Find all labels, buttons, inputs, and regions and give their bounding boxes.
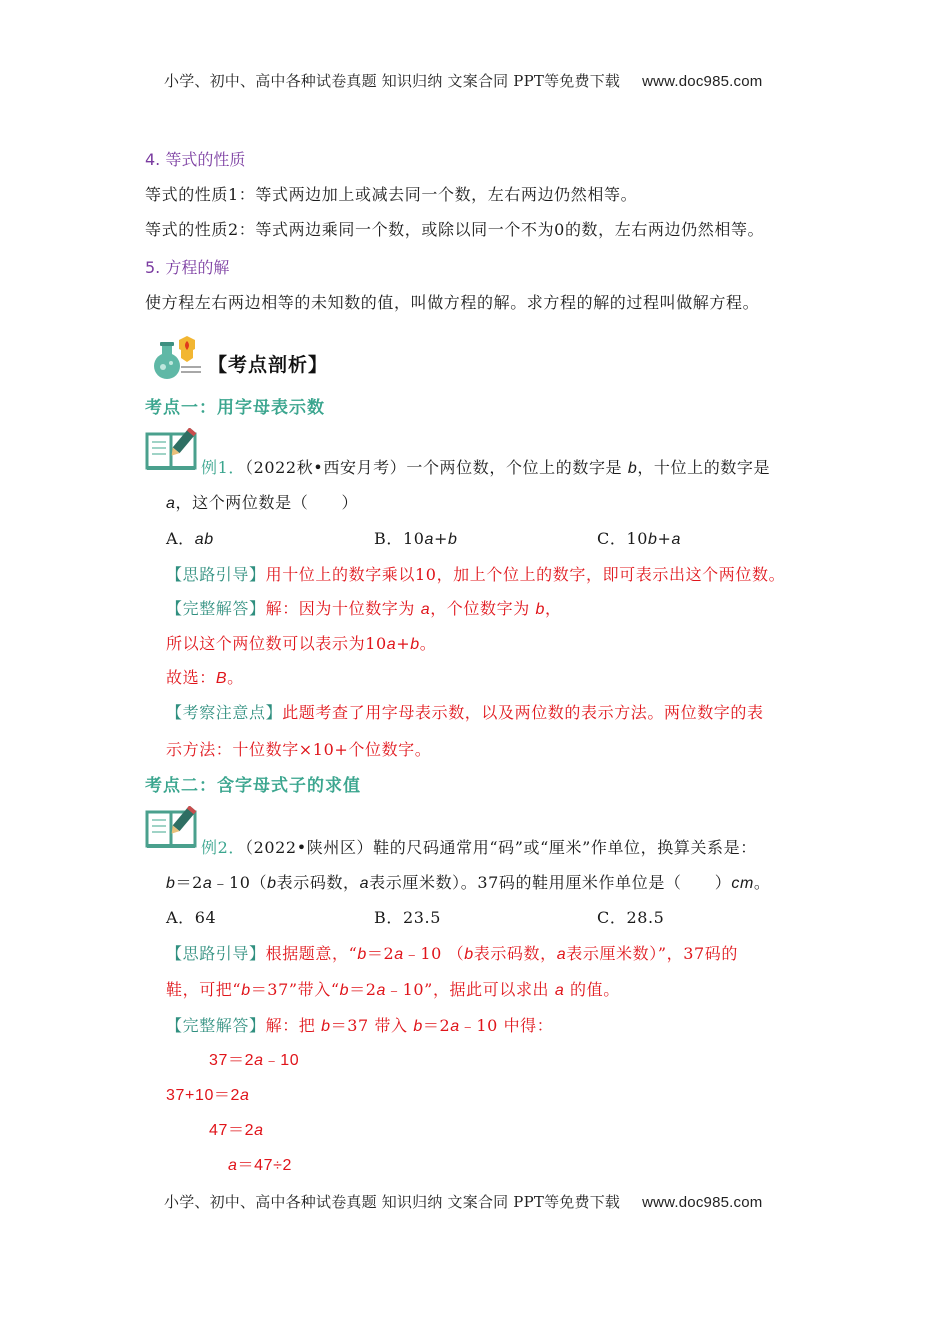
- keypoint-1-title: 考点一：用字母表示数: [145, 398, 325, 418]
- example-1-label: 例1．: [201, 458, 245, 477]
- section-4-line-1: 等式的性质1：等式两边加上或减去同一个数，左右两边仍然相等。: [145, 185, 638, 204]
- flask-icon: [147, 334, 205, 380]
- section-4-heading: 4. 等式的性质: [145, 150, 246, 169]
- example-1-answer-line-1: 【完整解答】解：因为十位数字为 a，个位数字为 b，: [166, 599, 562, 618]
- header-url[interactable]: www.doc985.com: [642, 73, 763, 90]
- example-2-label: 例2．: [201, 838, 245, 857]
- notebook-pencil-icon: [145, 428, 201, 472]
- footer-url[interactable]: www.doc985.com: [642, 1194, 763, 1211]
- example-1-hint: 【思路引导】用十位上的数字乘以10，加上个位上的数字，即可表示出这个两位数。: [166, 565, 786, 584]
- example-1-question-line-1: 例1．（2022秋•西安月考）一个两位数，个位上的数字是 b，十位上的数字是: [201, 458, 771, 477]
- footer-text: 小学、初中、高中各种试卷真题 知识归纳 文案合同 PPT等免费下载: [164, 1193, 621, 1211]
- equation-step-2: 37+10＝2a: [166, 1087, 250, 1104]
- example-1-note-line-1: 【考察注意点】此题考查了用字母表示数，以及两位数的表示方法。两位数字的表: [166, 703, 764, 722]
- example-1-option-c[interactable]: C．10b+a: [597, 529, 682, 548]
- page-header: [164, 70, 762, 91]
- hint-tag: 【思路引导】: [166, 565, 266, 584]
- answer-tag: 【完整解答】: [166, 599, 266, 618]
- notebook-pencil-icon: [145, 806, 201, 850]
- answer-tag: 【完整解答】: [166, 1016, 266, 1035]
- example-2-option-b[interactable]: B．23.5: [374, 908, 441, 927]
- hint-tag: 【思路引导】: [166, 944, 266, 963]
- section-5-line-1: 使方程左右两边相等的未知数的值，叫做方程的解。求方程的解的过程叫做解方程。: [145, 293, 760, 312]
- header-text: 小学、初中、高中各种试卷真题 知识归纳 文案合同 PPT等免费下载: [164, 72, 621, 90]
- section-4-line-2: 等式的性质2：等式两边乘同一个数，或除以同一个不为0的数，左右两边仍然相等。: [145, 220, 765, 239]
- example-2-answer-line: 【完整解答】解：把 b＝37 带入 b＝2a﹣10 中得：: [166, 1016, 554, 1035]
- example-2-option-c[interactable]: C．28.5: [597, 908, 665, 927]
- example-1-answer-line-2: 所以这个两位数可以表示为10a+b。: [166, 634, 437, 653]
- note-tag: 【考察注意点】: [166, 703, 283, 722]
- example-1-option-b[interactable]: B．10a+b: [374, 529, 458, 548]
- section-5-heading: 5. 方程的解: [145, 258, 230, 277]
- example-1-option-a[interactable]: A．ab: [166, 529, 214, 548]
- example-1-note-line-2: 示方法：十位数字×10+个位数字。: [166, 740, 432, 759]
- example-2-hint-line-2: 鞋，可把“b＝37”带入“b＝2a﹣10”，据此可以求出 a 的值。: [166, 980, 620, 999]
- equation-step-4: a＝47÷2: [228, 1157, 292, 1174]
- equation-step-3: 47＝2a: [209, 1122, 264, 1139]
- equation-step-1: 37＝2a﹣10: [209, 1052, 300, 1069]
- example-1-question-line-2: a，这个两位数是（ ）: [166, 493, 359, 512]
- example-2-option-a[interactable]: A．64: [166, 908, 217, 927]
- example-2-question-line-1: 例2．（2022•陕州区）鞋的尺码通常用“码”或“厘米”作单位，换算关系是：: [201, 838, 757, 857]
- example-1-choice: 故选：B。: [166, 668, 244, 687]
- example-2-hint-line-1: 【思路引导】根据题意，“b＝2a﹣10 （b表示码数，a表示厘米数）”，37码的: [166, 944, 738, 963]
- keypoint-2-title: 考点二：含字母式子的求值: [145, 776, 361, 796]
- page-footer: [164, 1191, 762, 1212]
- example-2-question-line-2: b＝2a﹣10（b表示码数，a表示厘米数）。37码的鞋用厘米作单位是（ ）cm。: [166, 873, 771, 892]
- analysis-title: 【考点剖析】: [208, 354, 329, 376]
